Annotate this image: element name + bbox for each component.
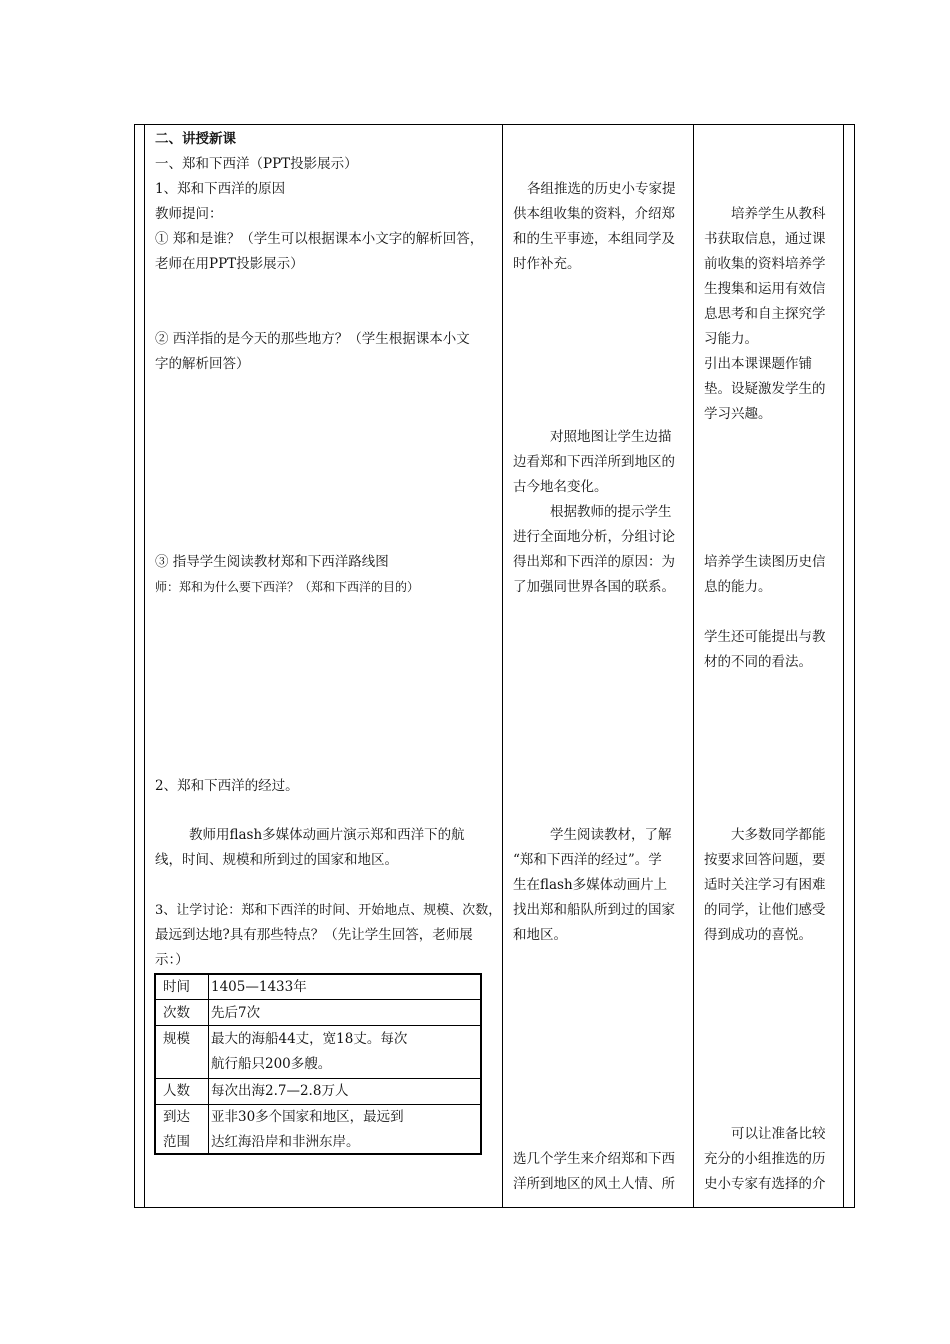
student-activity-para-5: 选几个学生来介绍郑和下西 洋所到地区的风土人情、所	[513, 1151, 675, 1192]
question-1-line-1: ① 郑和是谁？（学生可以根据课本小文字的解析回答，	[155, 231, 484, 247]
teacher-question-why: 师：郑和为什么要下西洋？（郑和下西洋的目的）	[155, 580, 420, 594]
flash-demo-line-2: 线，时间、规模和所到过的国家和地区。	[155, 852, 398, 868]
table-cell-value: 航行船只200多艘。	[211, 1056, 332, 1072]
table-top-border	[134, 124, 855, 125]
question-1-line-2: 老师在用PPT投影展示）	[155, 256, 304, 272]
subtopic-process: 2、郑和下西洋的经过。	[155, 778, 299, 794]
design-intent-para-1: 培养学生从教科 书获取信息，通过课 前收集的资料培养学 生搜集和运用有效信 息思考和自主探究学 习能力。 引出本课课题作铺 垫。设疑激发学生的 学习兴趣。	[704, 206, 826, 422]
subtopic-reason: 1、郑和下西洋的原因	[155, 181, 286, 197]
student-activity-para-2: 对照地图让学生边描 边看郑和下西洋所到地区的 古今地名变化。	[513, 429, 675, 495]
discussion-line-2: 最远到达地?具有那些特点？（先让学生回答，老师展	[155, 927, 473, 943]
question-2-line-1: ② 西洋指的是今天的那些地方？（学生根据课本小文	[155, 331, 470, 347]
table-cell-label: 人数	[163, 1083, 190, 1099]
border-col3	[693, 124, 694, 1208]
border-left-inner	[144, 124, 145, 1208]
question-3: ③ 指导学生阅读教材郑和下西洋路线图	[155, 554, 389, 570]
table-cell-label: 次数	[163, 1005, 190, 1021]
design-intent-para-5: 可以让准备比较 充分的小组推选的历 史小专家有选择的介	[704, 1126, 826, 1192]
design-intent-para-4: 大多数同学都能 按要求回答问题，要 适时关注学习有困难 的同学，让他们感受 得到成功的喜悦。	[704, 827, 826, 943]
border-right-inner	[843, 124, 844, 1208]
border-right-outer	[854, 124, 855, 1208]
inner-row-divider	[156, 1025, 480, 1026]
table-cell-label: 到达	[163, 1109, 190, 1125]
student-activity-para-3: 根据教师的提示学生 进行全面地分析，分组讨论 得出郑和下西洋的原因：为 了加强同世界各国的联系。	[513, 504, 675, 595]
border-left-outer	[134, 124, 135, 1208]
question-2-line-2: 字的解析回答）	[155, 356, 250, 372]
inner-col-divider	[208, 975, 209, 1153]
discussion-line-3: 示：）	[155, 952, 189, 968]
flash-demo-line-1: 教师用flash多媒体动画片演示郑和西洋下的航	[189, 827, 465, 843]
student-activity-para-4: 学生阅读教材，了解 “郑和下西洋的经过”。学 生在flash多媒体动画片上 找出郑和船队所到过的国家 和地区。	[513, 827, 675, 943]
table-cell-value: 亚非30多个国家和地区，最远到	[211, 1109, 404, 1125]
table-bottom-border	[134, 1207, 855, 1208]
design-intent-para-2: 培养学生读图历史信 息的能力。	[704, 554, 826, 595]
design-intent-para-3: 学生还可能提出与教 材的不同的看法。	[704, 629, 826, 670]
topic-heading: 一、郑和下西洋（PPT投影展示）	[155, 156, 358, 172]
inner-row-divider	[156, 999, 480, 1000]
border-col2	[502, 124, 503, 1208]
table-cell-value: 先后7次	[211, 1005, 261, 1021]
table-cell-value: 达红海沿岸和非洲东岸。	[211, 1134, 360, 1150]
table-cell-value: 最大的海船44丈，宽18丈。每次	[211, 1031, 408, 1047]
table-cell-value: 每次出海2.7—2.8万人	[211, 1083, 349, 1099]
section-heading: 二、讲授新课	[155, 131, 236, 147]
student-activity-para-1: 各组推选的历史小专家提 供本组收集的资料，介绍郑 和的生平事迹，本组同学及 时作补充。	[513, 181, 676, 272]
teacher-question-label: 教师提问：	[155, 206, 223, 222]
table-cell-value: 1405—1433年	[211, 979, 307, 995]
table-cell-label: 时间	[163, 979, 190, 995]
voyage-facts-table	[154, 973, 482, 1155]
table-cell-label: 范围	[163, 1134, 190, 1150]
discussion-line-1: 3、让学讨论：郑和下西洋的时间、开始地点、规模、次数，	[155, 903, 502, 918]
table-cell-label: 规模	[163, 1031, 190, 1047]
